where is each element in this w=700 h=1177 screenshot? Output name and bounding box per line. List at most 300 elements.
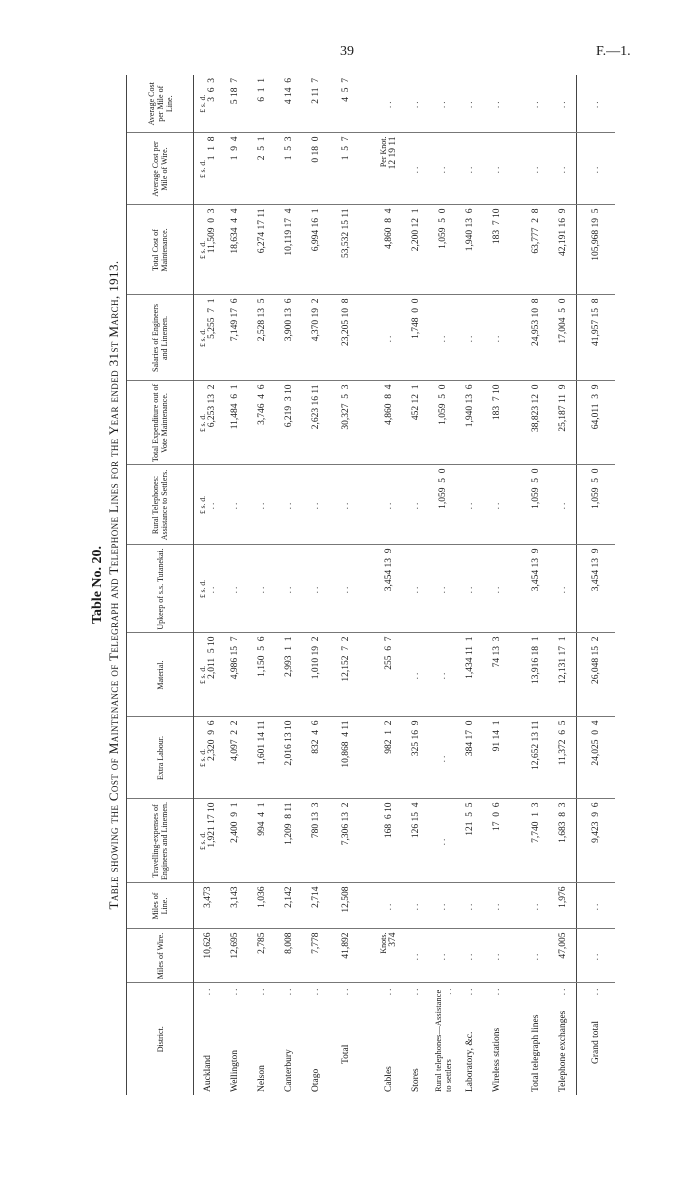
leader-dots: .. <box>491 986 502 996</box>
cell-value: 183 7 10 <box>491 208 502 245</box>
cell-avg_wire <box>577 133 616 205</box>
district-label: Laboratory, &c. <box>464 1031 475 1092</box>
district-label: Otago <box>310 1068 321 1092</box>
cell-wire <box>221 929 248 983</box>
cell-value: 1 5 7 <box>341 136 351 161</box>
cell-labour <box>429 717 456 799</box>
spacer-cell <box>510 545 522 633</box>
cell-labour <box>375 717 402 799</box>
cell-value: .. <box>256 584 267 594</box>
cell-value: .. <box>410 901 421 911</box>
cell-value: 6,274 17 11 <box>256 208 267 254</box>
cell-salaries <box>429 295 456 381</box>
cell-labour <box>483 717 510 799</box>
cell-value: .. <box>557 99 568 109</box>
cell-cost <box>483 205 510 295</box>
district-cell <box>194 983 222 1095</box>
spacer-cell <box>510 983 522 1095</box>
cell-upkeep <box>375 545 402 633</box>
cell-value: .. <box>491 164 502 174</box>
cell-value: 121 5 5 <box>464 802 475 836</box>
cell-value: 374 <box>388 932 398 947</box>
cell-value: 41,892 <box>341 932 351 959</box>
table-spacer-row <box>510 75 522 1095</box>
cell-value: .. <box>229 500 240 510</box>
cell-value: 3,473 <box>202 886 213 908</box>
cell-value: 11,484 6 1 <box>229 384 240 430</box>
cell-value: .. <box>491 584 502 594</box>
cell-upkeep <box>302 545 329 633</box>
cell-value: .. <box>491 500 502 510</box>
cell-vote <box>248 381 275 465</box>
cell-value: .. <box>437 951 448 961</box>
cell-salaries <box>329 295 363 381</box>
unit-label: £ s. d. <box>197 160 207 178</box>
page-number: 39 <box>340 44 354 59</box>
cell-travel <box>483 799 510 883</box>
cell-material <box>375 633 402 717</box>
cell-value: 325 16 9 <box>410 720 421 757</box>
cell-value: 8,008 <box>283 932 294 954</box>
cell-value: .. <box>410 584 421 594</box>
cell-value: 30,327 5 3 <box>341 384 351 430</box>
cell-vote <box>329 381 363 465</box>
cell-salaries <box>577 295 616 381</box>
cell-cost <box>329 205 363 295</box>
cell-value: 91 14 1 <box>491 720 502 752</box>
leader-dots: .. <box>442 986 453 995</box>
cell-note: Per Knot. <box>379 136 388 168</box>
cell-value: 1,748 0 0 <box>410 298 421 339</box>
col-header: Rural Telephones: Assistance to Settlers. <box>127 465 194 545</box>
cell-value: 2,623 16 11 <box>310 384 321 430</box>
col-header: Travelling-expenses of Engineers and Linemen. <box>127 799 194 883</box>
cell-value: 53,532 15 11 <box>341 208 351 259</box>
spacer-cell <box>510 799 522 883</box>
cell-avg_line <box>456 75 483 133</box>
cell-wire <box>302 929 329 983</box>
cell-upkeep <box>248 545 275 633</box>
cell-material <box>429 633 456 717</box>
cell-value: .. <box>341 500 351 510</box>
cell-value: 18,634 4 4 <box>229 208 240 254</box>
cell-value: 105,968 19 5 <box>591 208 601 261</box>
cell-travel <box>375 799 402 883</box>
cell-value: .. <box>591 951 601 961</box>
cell-rural <box>402 465 429 545</box>
cell-avg_line <box>429 75 456 133</box>
cell-value: 12,152 7 2 <box>341 636 351 682</box>
cell-travel <box>329 799 363 883</box>
cell-vote <box>402 381 429 465</box>
cell-value: 2,993 1 1 <box>283 636 294 677</box>
cell-upkeep <box>522 545 549 633</box>
cell-wire <box>275 929 302 983</box>
cell-value: .. <box>437 901 448 911</box>
cell-line <box>456 883 483 929</box>
district-cell <box>248 983 275 1095</box>
spacer-cell <box>363 205 375 295</box>
cell-labour <box>194 717 222 799</box>
cell-value: .. <box>491 333 502 343</box>
cell-value: .. <box>557 500 568 510</box>
cell-upkeep <box>577 545 616 633</box>
cell-avg_line <box>248 75 275 133</box>
leader-dots: .. <box>341 986 351 996</box>
district-cell <box>483 983 510 1095</box>
cell-wire <box>329 929 363 983</box>
cell-travel <box>577 799 616 883</box>
cell-avg_line <box>302 75 329 133</box>
page-reference: F.—1. <box>596 44 631 59</box>
cell-rural <box>194 465 222 545</box>
cell-value: 2,714 <box>310 886 321 908</box>
cell-value: 183 7 10 <box>491 384 502 421</box>
leader-dots: .. <box>310 986 321 996</box>
cell-value: 1,059 5 0 <box>437 208 448 249</box>
spacer-cell <box>363 465 375 545</box>
spacer-cell <box>363 75 375 133</box>
spacer-cell <box>510 381 522 465</box>
cell-travel <box>275 799 302 883</box>
cell-value: 126 15 4 <box>410 802 421 839</box>
cell-material <box>456 633 483 717</box>
cell-value: .. <box>437 753 448 763</box>
cell-line <box>522 883 549 929</box>
spacer-cell <box>510 295 522 381</box>
cell-wire <box>456 929 483 983</box>
district-cell <box>549 983 577 1095</box>
cell-value: 7,740 1 3 <box>530 802 541 843</box>
cell-wire <box>248 929 275 983</box>
cell-upkeep <box>456 545 483 633</box>
cell-value: .. <box>383 99 394 109</box>
cell-line <box>329 883 363 929</box>
district-label: Rural telephones—Assistance to settlers <box>432 989 453 1092</box>
cell-rural <box>329 465 363 545</box>
district-cell <box>402 983 429 1095</box>
cell-value: .. <box>437 836 448 846</box>
cell-material <box>549 633 577 717</box>
cell-value: 25,187 11 9 <box>557 384 568 432</box>
cell-vote <box>577 381 616 465</box>
cell-line <box>302 883 329 929</box>
cell-avg_wire <box>329 133 363 205</box>
cell-value: 2,142 <box>283 886 294 908</box>
cell-rural <box>302 465 329 545</box>
district-cell <box>577 983 616 1095</box>
cell-value: 994 4 1 <box>256 802 267 836</box>
cell-value: 2 11 7 <box>310 78 321 104</box>
cell-cost <box>194 205 222 295</box>
cell-material <box>577 633 616 717</box>
cell-avg_line <box>275 75 302 133</box>
cell-avg_line <box>375 75 402 133</box>
cell-salaries <box>375 295 402 381</box>
unit-label: £ s. d. <box>197 749 207 767</box>
leader-dots: .. <box>557 986 568 996</box>
cell-value: 17 0 6 <box>491 802 502 831</box>
cell-value: .. <box>437 670 448 680</box>
cell-value: .. <box>229 584 240 594</box>
col-header: District. <box>127 983 194 1095</box>
spacer-cell <box>510 133 522 205</box>
cell-value: 4,860 8 4 <box>383 384 394 425</box>
table-row <box>275 75 302 1095</box>
cell-value: 24,025 0 4 <box>591 720 601 766</box>
unit-label: £ s. d. <box>197 329 207 347</box>
cell-value: 6,994 16 1 <box>310 208 321 252</box>
cell-note: Knots. <box>379 932 388 954</box>
spacer-cell <box>363 633 375 717</box>
cell-vote <box>549 381 577 465</box>
table-row <box>194 75 222 1095</box>
leader-dots: .. <box>256 986 267 996</box>
cell-labour <box>221 717 248 799</box>
spacer-cell <box>363 799 375 883</box>
cell-upkeep <box>402 545 429 633</box>
leader-dots: .. <box>464 986 475 996</box>
cell-travel <box>221 799 248 883</box>
cell-rural <box>483 465 510 545</box>
cell-material <box>329 633 363 717</box>
table-subtitle: Table showing the Cost of Maintenance of Telegraph and Telephone Lines for the Year ended 31st March, 1913. <box>106 260 121 910</box>
cell-rural <box>549 465 577 545</box>
spacer-cell <box>363 983 375 1095</box>
cell-value: .. <box>283 500 294 510</box>
cell-wire <box>194 929 222 983</box>
district-cell <box>456 983 483 1095</box>
cell-wire <box>375 929 402 983</box>
cell-cost <box>522 205 549 295</box>
district-label: Total telegraph lines <box>530 1014 541 1092</box>
district-cell <box>221 983 248 1095</box>
col-header: Total Cost of Maintenance. <box>127 205 194 295</box>
cell-value: 9,423 9 6 <box>591 802 601 843</box>
cell-value: 42,191 16 9 <box>557 208 568 256</box>
cell-value: 13,916 18 1 <box>530 636 541 684</box>
cell-labour <box>402 717 429 799</box>
cell-value: 12,508 <box>341 886 351 913</box>
cell-avg_wire <box>221 133 248 205</box>
cell-value: 2,200 12 1 <box>410 208 421 252</box>
spacer-cell <box>510 633 522 717</box>
cell-value: 5,255 7 1 <box>206 298 217 339</box>
col-header: Extra Labour. <box>127 717 194 799</box>
cell-line <box>577 883 616 929</box>
cell-vote <box>375 381 402 465</box>
district-label: Stores <box>410 1068 421 1092</box>
cell-cost <box>275 205 302 295</box>
cell-value: 11,509 0 3 <box>206 208 217 254</box>
col-header: Total Expenditure out of Vote Maintenance. <box>127 381 194 465</box>
cell-line <box>248 883 275 929</box>
cell-salaries <box>275 295 302 381</box>
cell-value: 384 17 0 <box>464 720 475 757</box>
col-header: Salaries of Engineers and Linemen. <box>127 295 194 381</box>
cell-line <box>402 883 429 929</box>
cell-upkeep <box>483 545 510 633</box>
cell-value: .. <box>464 99 475 109</box>
cell-value: .. <box>410 164 421 174</box>
cell-value: 1 9 4 <box>229 136 240 161</box>
cell-value: 7,778 <box>310 932 321 954</box>
cell-labour <box>329 717 363 799</box>
cell-value: .. <box>383 500 394 510</box>
cell-value: .. <box>283 584 294 594</box>
cell-value: 10,626 <box>202 932 213 959</box>
cell-cost <box>402 205 429 295</box>
cell-value: 3,454 13 9 <box>591 548 601 592</box>
cell-value: 2,785 <box>256 932 267 954</box>
cell-value: 11,372 6 5 <box>557 720 568 766</box>
table-row <box>456 75 483 1095</box>
cell-travel <box>522 799 549 883</box>
cell-value: .. <box>530 951 541 961</box>
cell-value: 3,746 4 6 <box>256 384 267 425</box>
cell-vote <box>194 381 222 465</box>
cell-value: 1,976 <box>557 886 568 908</box>
cell-value: 0 18 0 <box>310 136 321 163</box>
leader-dots: .. <box>591 986 601 996</box>
cell-travel <box>248 799 275 883</box>
district-label: Auckland <box>202 1055 213 1092</box>
cell-cost <box>248 205 275 295</box>
cell-value: 1,059 5 0 <box>437 468 448 509</box>
cell-value: .. <box>530 99 541 109</box>
spacer-cell <box>510 75 522 133</box>
cell-labour <box>522 717 549 799</box>
unit-label: £ s. d. <box>197 832 207 850</box>
cell-travel <box>429 799 456 883</box>
cell-value: .. <box>464 500 475 510</box>
table-header-row <box>127 75 194 1095</box>
table-row <box>522 75 549 1095</box>
cell-salaries <box>549 295 577 381</box>
cell-value: .. <box>591 901 601 911</box>
cell-wire <box>522 929 549 983</box>
table-row <box>483 75 510 1095</box>
cell-vote <box>302 381 329 465</box>
unit-label: £ s. d. <box>197 241 207 259</box>
cell-avg_wire <box>248 133 275 205</box>
district-label: Nelson <box>256 1065 267 1092</box>
cell-value: .. <box>341 584 351 594</box>
cell-travel <box>549 799 577 883</box>
table-row <box>549 75 577 1095</box>
cell-rural <box>248 465 275 545</box>
cell-rural <box>577 465 616 545</box>
cell-wire <box>483 929 510 983</box>
cell-line <box>221 883 248 929</box>
cell-value: 780 13 3 <box>310 802 321 839</box>
cell-avg_wire <box>302 133 329 205</box>
unit-label: £ s. d. <box>197 414 207 432</box>
cell-vote <box>221 381 248 465</box>
maintenance-cost-table <box>126 75 615 1095</box>
cell-value: 1,059 5 0 <box>530 468 541 509</box>
cell-value: .. <box>256 500 267 510</box>
cell-value: 6,253 13 2 <box>206 384 217 428</box>
cell-cost <box>221 205 248 295</box>
cell-value: .. <box>437 333 448 343</box>
col-header: Miles of Wire. <box>127 929 194 983</box>
cell-value: .. <box>310 500 321 510</box>
unit-label: £ s. d. <box>197 666 207 684</box>
cell-labour <box>456 717 483 799</box>
cell-value: 1,209 8 11 <box>283 802 294 845</box>
cell-rural <box>375 465 402 545</box>
cell-cost <box>375 205 402 295</box>
cell-value: 4,370 19 2 <box>310 298 321 342</box>
cell-cost <box>302 205 329 295</box>
cell-travel <box>194 799 222 883</box>
cell-material <box>483 633 510 717</box>
district-label: Total <box>341 1044 351 1064</box>
cell-value: 255 6 7 <box>383 636 394 670</box>
cell-avg_line <box>402 75 429 133</box>
cell-value: .. <box>530 901 541 911</box>
cell-value: .. <box>530 164 541 174</box>
cell-value: 4 5 7 <box>341 78 351 102</box>
cell-travel <box>402 799 429 883</box>
district-label: Wellington <box>229 1050 240 1092</box>
cell-value: 12 19 11 <box>388 136 398 170</box>
cell-avg_wire <box>429 133 456 205</box>
cell-wire <box>577 929 616 983</box>
cell-value: .. <box>310 584 321 594</box>
cell-avg_wire <box>402 133 429 205</box>
spacer-cell <box>363 295 375 381</box>
cell-vote <box>429 381 456 465</box>
cell-avg_line <box>483 75 510 133</box>
cell-salaries <box>302 295 329 381</box>
cell-value: 1 5 3 <box>283 136 294 161</box>
cell-value: 168 6 10 <box>383 802 394 839</box>
rotated-table-block <box>90 75 650 1095</box>
cell-labour <box>549 717 577 799</box>
cell-value: .. <box>557 164 568 174</box>
cell-value: 3 6 3 <box>206 78 217 102</box>
spacer-cell <box>510 717 522 799</box>
cell-value: .. <box>464 333 475 343</box>
cell-value: 6 1 1 <box>256 78 267 102</box>
cell-value: 4,986 15 7 <box>229 636 240 680</box>
cell-labour <box>577 717 616 799</box>
table-spacer-row <box>363 75 375 1095</box>
col-header: Miles of Line. <box>127 883 194 929</box>
cell-value: 2,400 9 1 <box>229 802 240 843</box>
cell-value: 2,320 9 6 <box>206 720 217 761</box>
spacer-cell <box>363 929 375 983</box>
table-row <box>577 75 616 1095</box>
cell-value: 10,119 17 4 <box>283 208 294 256</box>
cell-value: 4,860 8 4 <box>383 208 394 249</box>
leader-dots: .. <box>383 986 394 996</box>
district-cell <box>275 983 302 1095</box>
cell-avg_wire <box>483 133 510 205</box>
cell-upkeep <box>329 545 363 633</box>
unit-label: £ s. d. <box>197 580 207 598</box>
cell-vote <box>483 381 510 465</box>
cell-value: .. <box>437 99 448 109</box>
district-cell <box>375 983 402 1095</box>
cell-avg_line <box>329 75 363 133</box>
cell-salaries <box>221 295 248 381</box>
spacer-cell <box>363 381 375 465</box>
leader-dots: .. <box>410 986 421 996</box>
cell-rural <box>275 465 302 545</box>
